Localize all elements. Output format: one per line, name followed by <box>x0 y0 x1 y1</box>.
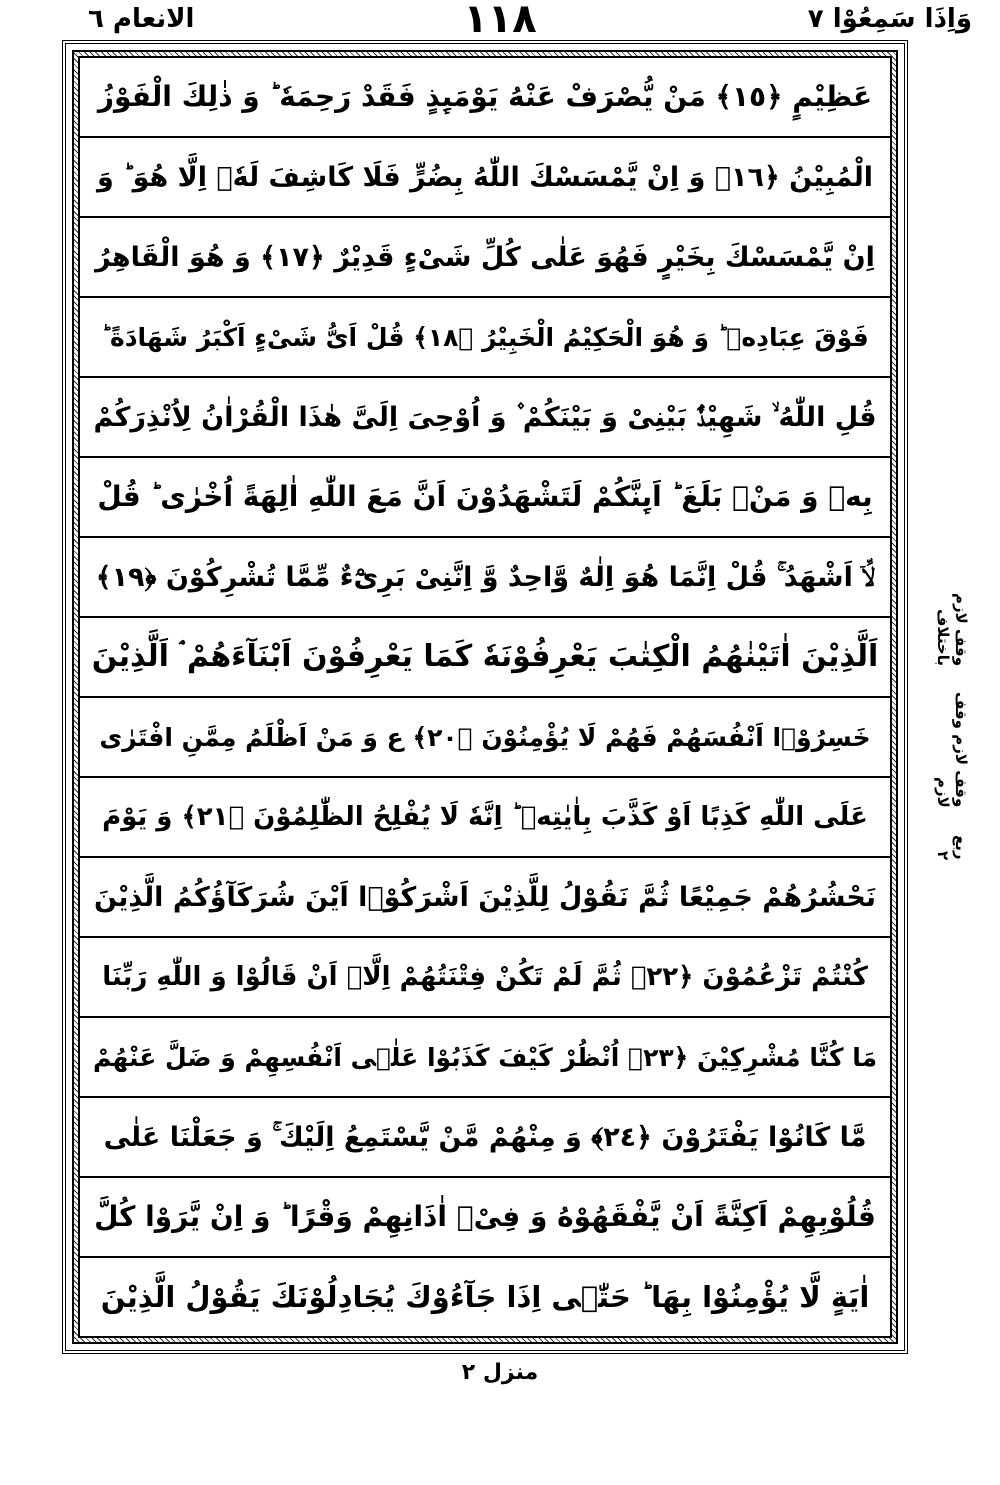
manzil-footer: منزل ٢ <box>461 1360 539 1385</box>
verse-line <box>80 1018 890 1098</box>
verse-line <box>80 58 890 138</box>
verse-line <box>80 218 890 298</box>
verse-line <box>80 138 890 218</box>
verse-line-text: الْمُبِیْنُ ﴿١٦﴾ وَ اِنْ یَّمْسَسْكَ اللّٰهُ بِضُرٍّ فَلَا كَاشِفَ لَهٗۤ اِلَّا هُوَ ؕ وَ <box>97 161 874 193</box>
margin-note: وقف لازم وقف لازم <box>934 692 970 808</box>
page-number: ١١٨ <box>463 0 537 42</box>
verse-line-text: لَّاۤ اَشْهَدُ ۚ قُلْ اِنَّمَا هُوَ اِلٰهٌ وَّاحِدٌ وَّ اِنَّنِیْ بَرِیْٓءٌ مِّمَّا تُشْرِكُوْنَ ﴿١٩﴾ <box>95 561 875 593</box>
margin-note: وقف لازم باختلاف <box>934 593 970 667</box>
verse-line-text: خَسِرُوْۤا اَنْفُسَهُمْ فَهُمْ لَا یُؤْمِنُوْنَ ﴿٢٠﴾ ع وَ مَنْ اَظْلَمُ مِمَّنِ افْتَرٰى <box>99 722 871 752</box>
verse-line <box>80 1258 890 1336</box>
verse-line-text: اِنْ یَّمْسَسْكَ بِخَیْرٍ فَهُوَ عَلٰى كُلِّ شَیْءٍ قَدِیْرٌ ﴿١٧﴾ وَ هُوَ الْقَاهِرُ <box>95 241 875 273</box>
verse-line-text: نَحْشُرُهُمْ جَمِیْعًا ثُمَّ نَقُوْلُ لِلَّذِیْنَ اَشْرَكُوْۤا اَیْنَ شُرَكَآؤُكُمُ الَّذِیْنَ <box>94 881 876 913</box>
verse-line <box>80 1098 890 1178</box>
verse-line <box>80 298 890 378</box>
juz-header: وَاِذَا سَمِعُوْا ٧ <box>807 4 972 34</box>
margin-note: ربع ٢ <box>934 835 970 860</box>
verse-line <box>80 938 890 1018</box>
verse-line <box>80 538 890 618</box>
verse-line-text: عَلَى اللّٰهِ كَذِبًا اَوْ كَذَّبَ بِاٰیٰتِهٖ ؕ اِنَّهٗ لَا یُفْلِحُ الظّٰلِمُوْنَ ﴿٢١﴾ وَ یَوْمَ <box>102 802 868 832</box>
verse-line-text: كُنْتُمْ تَزْعُمُوْنَ ﴿٢٢﴾ ثُمَّ لَمْ تَكُنْ فِتْنَتُهُمْ اِلَّاۤ اَنْ قَالُوْا وَ اللّٰهِ رَبِّنَا <box>102 962 868 992</box>
verse-line-text: مَّا كَانُوْا یَفْتَرُوْنَ ﴿٢٤﴾ وَ مِنْهُمْ مَّنْ یَّسْتَمِعُ اِلَیْكَ ۚ وَ جَعَلْنَا عَلٰى <box>103 1121 867 1153</box>
verse-line-text: اَلَّذِیْنَ اٰتَیْنٰهُمُ الْكِتٰبَ یَعْرِفُوْنَهٗ كَمَا یَعْرِفُوْنَ اَبْنَآءَهُمْ ۘ اَلَّذِیْنَ <box>91 639 879 674</box>
text-block <box>78 56 892 1338</box>
verse-line <box>80 458 890 538</box>
verse-line-text: عَظِیْمٍ ﴿١٥﴾ مَنْ یُّصْرَفْ عَنْهُ یَوْمَىِٕذٍ فَقَدْ رَحِمَهٗ ؕ وَ ذٰلِكَ الْفَوْزُ <box>97 80 873 113</box>
verse-line-text: مَا كُنَّا مُشْرِكِیْنَ ﴿٢٣﴾ اُنْظُرْ كَیْفَ كَذَبُوْا عَلٰۤى اَنْفُسِهِمْ وَ ضَلَّ عَنْهُمْ <box>92 1042 878 1072</box>
surah-header: الانعام ٦ <box>88 4 195 34</box>
verse-line <box>80 778 890 858</box>
verse-line <box>80 618 890 698</box>
decorative-border <box>72 50 898 1344</box>
verse-line-text: اٰیَةٍ لَّا یُؤْمِنُوْا بِهَا ؕ حَتّٰۤى اِذَا جَآءُوْكَ یُجَادِلُوْنَكَ یَقُوْلُ الَّذِیْنَ <box>100 1279 870 1314</box>
verse-line-text: قُلُوْبِهِمْ اَكِنَّةً اَنْ یَّفْقَهُوْهُ وَ فِیْۤ اٰذَانِهِمْ وَقْرًا ؕ وَ اِنْ یَّرَوْا كُلَّ <box>94 1200 876 1233</box>
verse-line <box>80 378 890 458</box>
verse-line <box>80 698 890 778</box>
verse-line-text: فَوْقَ عِبَادِهٖ ؕ وَ هُوَ الْحَكِیْمُ الْخَبِیْرُ ﴿١٨﴾ قُلْ اَیُّ شَیْءٍ اَكْبَرُ شَهَادَةً ؕ <box>101 322 869 352</box>
verse-line-text: بِهٖ وَ مَنْۢ بَلَغَ ؕ اَىِٕنَّكُمْ لَتَشْهَدُوْنَ اَنَّ مَعَ اللّٰهِ اٰلِهَةً اُخْرٰى ؕ قُلْ <box>97 480 873 513</box>
verse-line-text: قُلِ اللّٰهُ ۙ شَهِیْدٌۢ بَیْنِیْ وَ بَیْنَكُمْ ۫ وَ اُوْحِیَ اِلَیَّ هٰذَا الْقُرْاٰنُ لِاُنْذِرَكُمْ <box>93 401 877 433</box>
verse-line <box>80 1178 890 1258</box>
margin-notes <box>912 560 992 860</box>
verse-line <box>80 858 890 938</box>
page-border <box>62 40 908 1354</box>
